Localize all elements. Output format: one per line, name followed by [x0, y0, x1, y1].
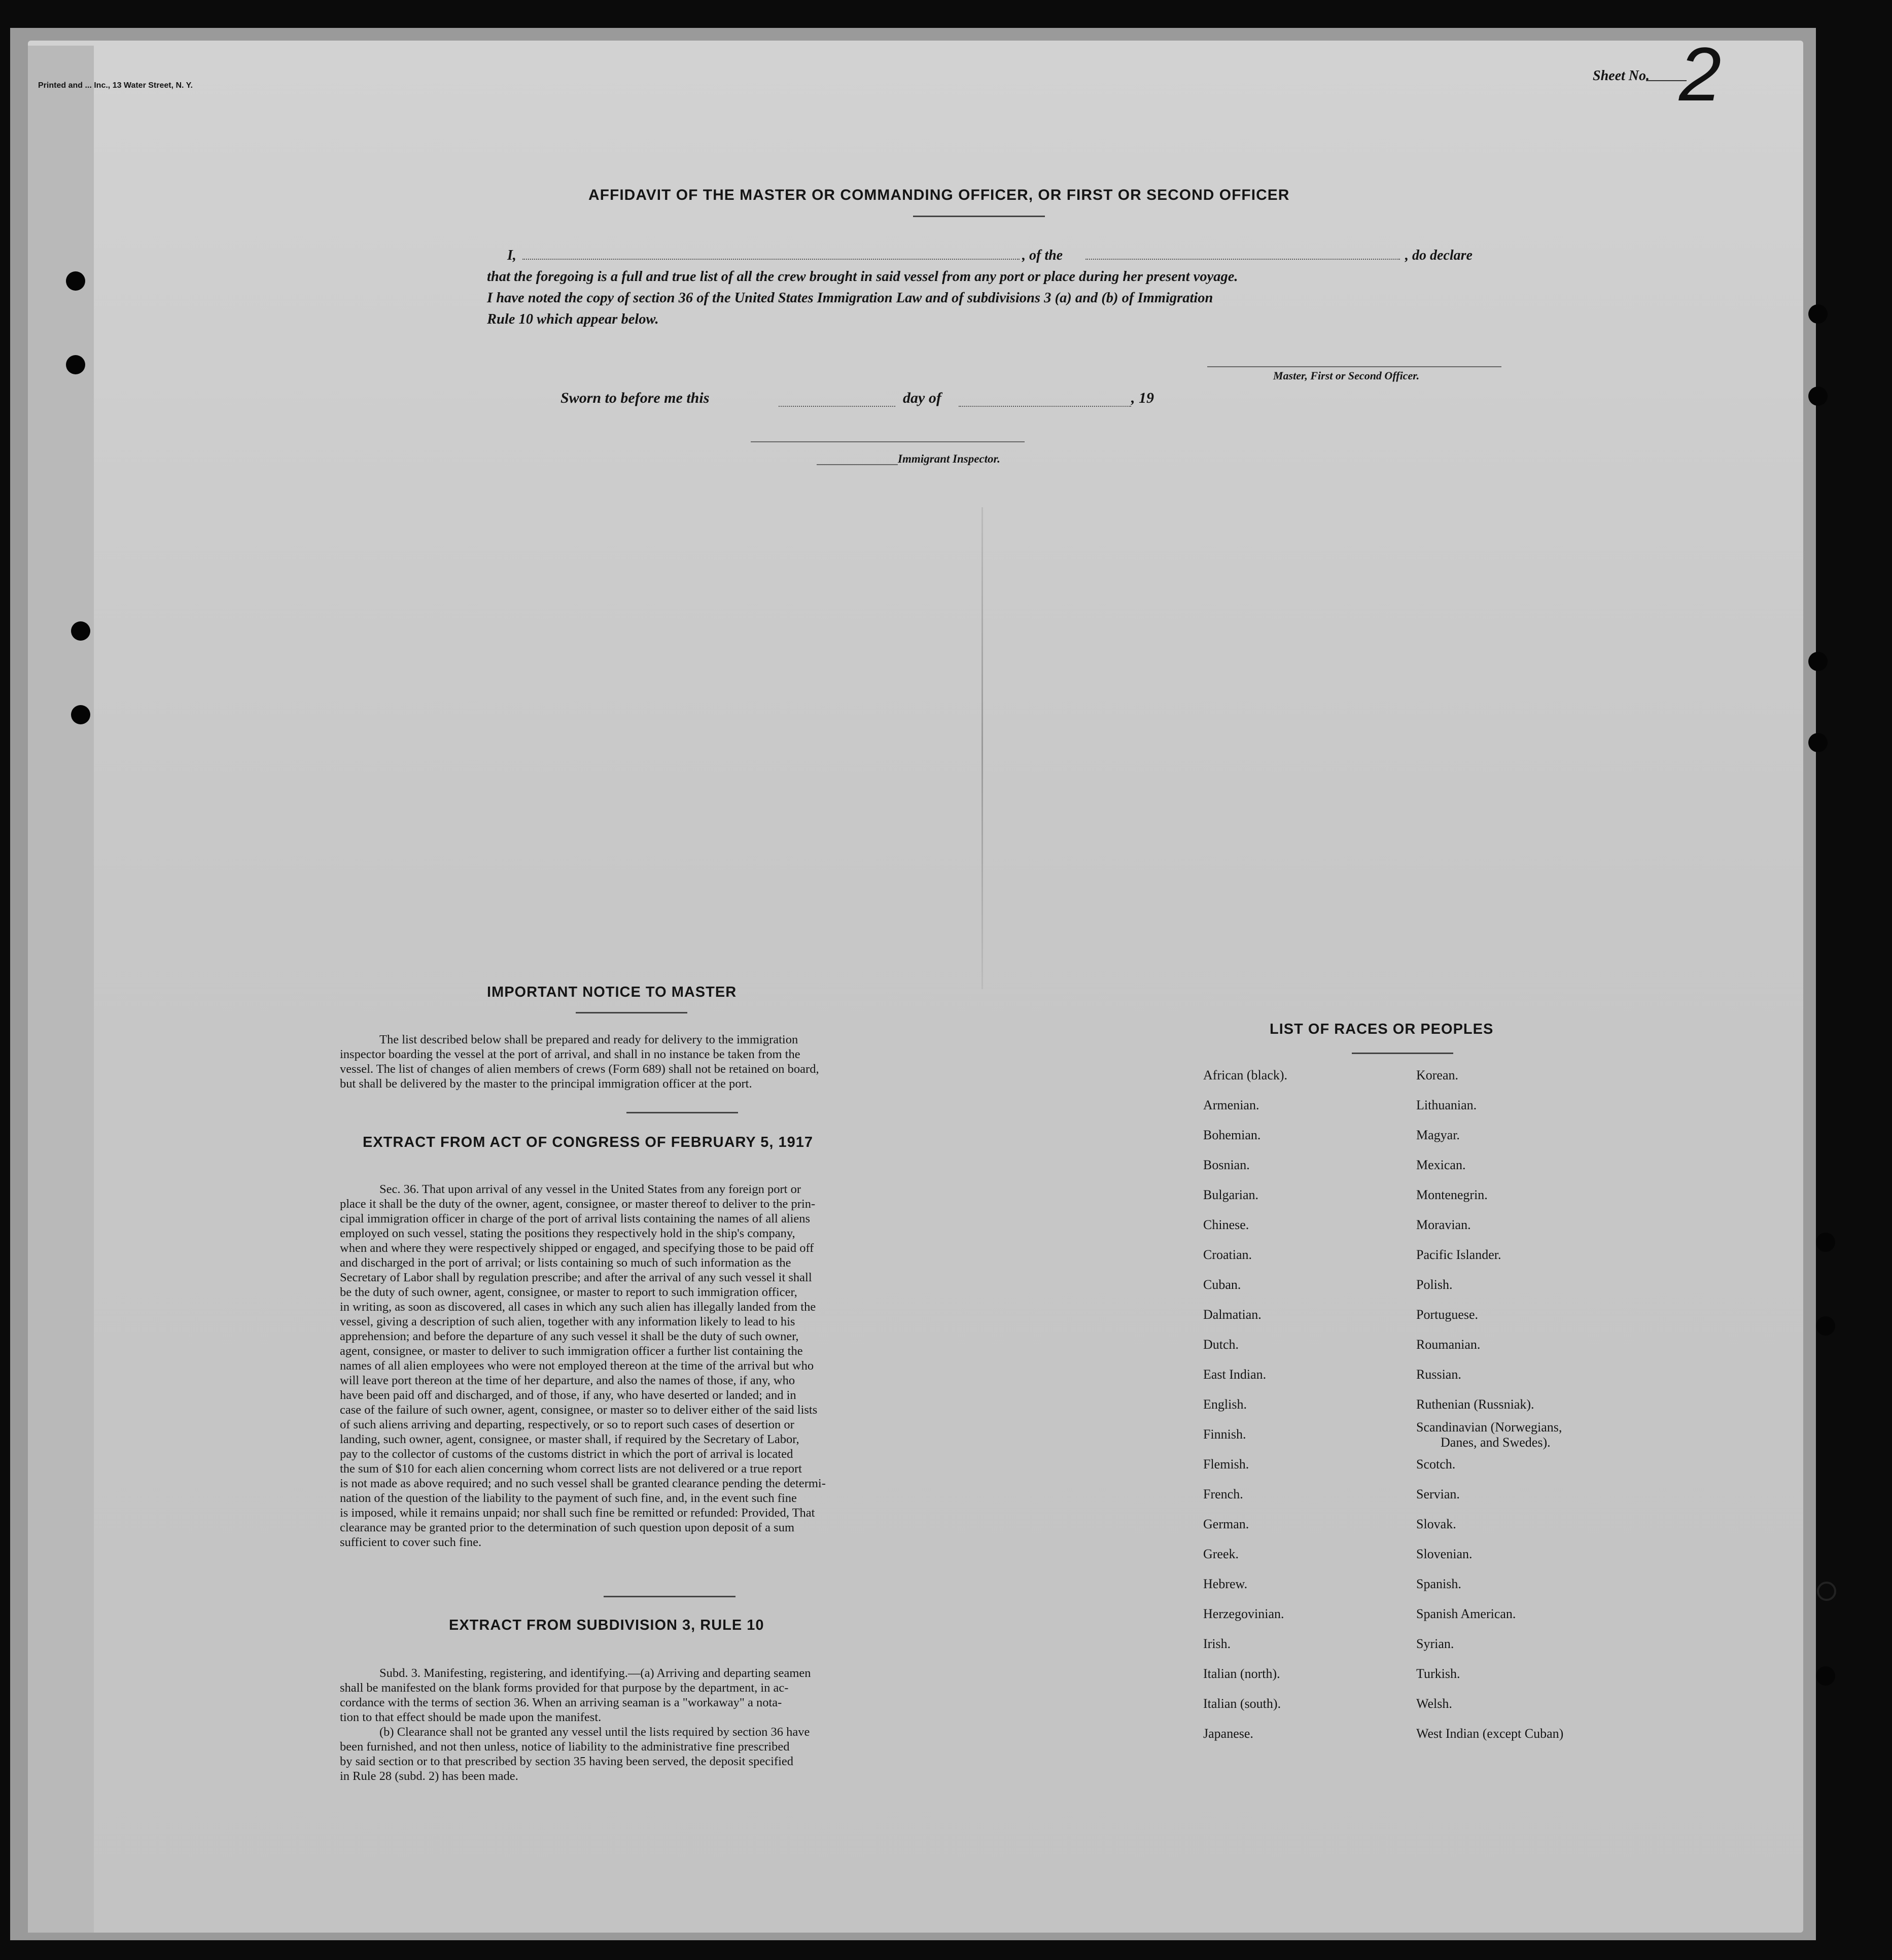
text-line: vessel. The list of changes of alien members of crews (Form 689) shall not be retained on board,	[340, 1062, 819, 1076]
text-line: be the duty of such owner, agent, consignee, or master to report to such immigration officer,	[340, 1285, 797, 1299]
text-line: in writing, as soon as discovered, all cases in which any such alien has illegally landed from the	[340, 1300, 816, 1314]
race-item: West Indian (except Cuban)	[1416, 1726, 1564, 1741]
act-title: EXTRACT FROM ACT OF CONGRESS OF FEBRUARY 5, 1917	[363, 1134, 814, 1150]
race-item: English.	[1203, 1397, 1247, 1412]
notice-body	[340, 1032, 933, 1091]
race-item: Italian (south).	[1203, 1696, 1281, 1711]
race-item: Scandinavian (Norwegians,	[1416, 1420, 1562, 1434]
race-item: Bulgarian.	[1203, 1187, 1259, 1202]
race-item: Mexican.	[1416, 1158, 1466, 1172]
text-line: case of the failure of such owner, agent, consignee, or master so to deliver either of the said lists	[340, 1403, 818, 1417]
race-item: Spanish.	[1416, 1577, 1461, 1591]
sworn-year: , 19	[1131, 390, 1154, 406]
vessel-field[interactable]	[1085, 259, 1400, 260]
text-line: and discharged in the port of arrival; or lists containing so much of such information as the	[340, 1256, 791, 1270]
text-line: tion to that effect should be made upon the manifest.	[340, 1710, 602, 1724]
text-line: Sec. 36. That upon arrival of any vessel in the United States from any foreign port or	[379, 1182, 801, 1196]
race-item: Ruthenian (Russniak).	[1416, 1397, 1534, 1412]
text-line: place it shall be the duty of the owner, agent, consignee, or master thereof to deliver to the prin-	[340, 1197, 816, 1211]
text-line: been furnished, and not then unless, notice of liability to the administrative fine prescribed	[340, 1740, 790, 1754]
affidavit-line-2: that the foregoing is a full and true list of all the crew brought in said vessel from any port or place during her present voyage.	[487, 269, 1238, 285]
text-line: Secretary of Labor shall by regulation prescribe; and after the arrival of any such vessel it shall	[340, 1271, 812, 1284]
rule-title: EXTRACT FROM SUBDIVISION 3, RULE 10	[449, 1617, 764, 1633]
punch-hole	[1808, 652, 1828, 671]
text-line: will leave port thereon at the time of her departure, and also the names of those, if any, who	[340, 1374, 795, 1387]
text-line: agent, consignee, or master to deliver to such immigration officer a further list containing the	[340, 1344, 803, 1358]
race-item: Croatian.	[1203, 1247, 1252, 1262]
punch-hole	[66, 355, 85, 374]
page-edge-strip	[28, 46, 94, 1933]
text-line: clearance may be granted prior to the determination of such question upon deposit of a sum	[340, 1521, 795, 1534]
race-item: Spanish American.	[1416, 1606, 1516, 1621]
notice-separator	[576, 1012, 687, 1013]
text-line: Subd. 3. Manifesting, registering, and identifying.—(a) Arriving and departing seamen	[379, 1666, 811, 1680]
inspector-signature-line[interactable]	[751, 441, 1025, 442]
text-line: cipal immigration officer in charge of the port of arrival lists containing the names of all aliens	[340, 1212, 811, 1226]
punch-hole	[1808, 304, 1828, 324]
race-item: Scotch.	[1416, 1457, 1456, 1472]
punch-hole	[1816, 1666, 1835, 1686]
act-top-separator	[626, 1112, 738, 1113]
text-line: by said section or to that prescribed by section 35 having been served, the deposit specified	[340, 1755, 793, 1768]
race-item: Armenian.	[1203, 1098, 1259, 1112]
text-line: inspector boarding the vessel at the port of arrival, and shall in no instance be taken from the	[340, 1047, 800, 1061]
punch-hole	[1816, 1233, 1835, 1252]
text-line: names of all alien employees who were not employed thereon at the time of the arrival but who	[340, 1359, 814, 1373]
race-item: Slovenian.	[1416, 1547, 1473, 1561]
punch-hole	[1808, 387, 1828, 406]
punch-hole	[66, 271, 85, 291]
race-item: Japanese.	[1203, 1726, 1253, 1741]
text-line: the sum of $10 for each alien concerning whom correct lists are not delivered or a true report	[340, 1462, 802, 1476]
text-line: employed on such vessel, stating the positions they respectively hold in the ship's company,	[340, 1227, 795, 1240]
text-line: pay to the collector of customs of the customs district in which the port of arrival is located	[340, 1447, 793, 1461]
race-item: Bohemian.	[1203, 1128, 1261, 1142]
races-separator	[1352, 1053, 1453, 1054]
text-line: landing, such owner, agent, consignee, or master shall, if required by the Secretary of Labor,	[340, 1432, 799, 1446]
text-line: of such aliens arriving and departing, respectively, or so to report such cases of desertion or	[340, 1418, 794, 1431]
sworn-prefix: Sworn to before me this	[560, 390, 710, 406]
affidavit-do-declare: , do declare	[1405, 248, 1473, 263]
affidavit-title: AFFIDAVIT OF THE MASTER OR COMMANDING OFFICER, OR FIRST OR SECOND OFFICER	[588, 187, 1290, 203]
text-line: vessel, giving a description of such alien, together with any information likely to lead to his	[340, 1315, 795, 1328]
sworn-day-field[interactable]	[779, 406, 895, 407]
fold-crease	[982, 507, 983, 989]
race-item: Flemish.	[1203, 1457, 1249, 1472]
inspector-short-line	[817, 464, 898, 465]
race-item: Syrian.	[1416, 1636, 1454, 1651]
race-item: Bosnian.	[1203, 1158, 1250, 1172]
name-field[interactable]	[522, 259, 1020, 260]
race-item: Herzegovinian.	[1203, 1606, 1284, 1621]
race-item: Russian.	[1416, 1367, 1461, 1382]
punch-hole	[71, 705, 90, 724]
race-item: French.	[1203, 1487, 1243, 1501]
signature-label: Master, First or Second Officer.	[1273, 369, 1420, 382]
punch-hole	[1817, 1582, 1836, 1601]
inspector-label: Immigrant Inspector.	[898, 452, 1000, 465]
sworn-day-of: day of	[903, 390, 941, 406]
punch-hole	[71, 621, 90, 641]
race-item: Magyar.	[1416, 1128, 1460, 1142]
text-line: apprehension; and before the departure of any such vessel it shall be the duty of such owner,	[340, 1329, 799, 1343]
race-item: Lithuanian.	[1416, 1098, 1477, 1112]
race-item: East Indian.	[1203, 1367, 1267, 1382]
text-line: in Rule 28 (subd. 2) has been made.	[340, 1769, 518, 1783]
race-item: Chinese.	[1203, 1217, 1249, 1232]
race-item: Servian.	[1416, 1487, 1460, 1501]
text-line: is imposed, while it remains unpaid; nor shall such fine be remitted or refunded: Provided, That	[340, 1506, 815, 1520]
race-item: Moravian.	[1416, 1217, 1471, 1232]
race-item: Korean.	[1416, 1068, 1459, 1082]
race-item: Pacific Islander.	[1416, 1247, 1501, 1262]
race-item: Hebrew.	[1203, 1577, 1248, 1591]
affidavit-line-4: Rule 10 which appear below.	[487, 311, 659, 327]
race-item: Greek.	[1203, 1547, 1239, 1561]
text-line: but shall be delivered by the master to the principal immigration officer at the port.	[340, 1077, 752, 1091]
race-item: Portuguese.	[1416, 1307, 1479, 1322]
notice-title: IMPORTANT NOTICE TO MASTER	[487, 984, 737, 1000]
printer-line: Printed and ... Inc., 13 Water Street, N. Y.	[38, 81, 193, 90]
title-separator	[913, 216, 1045, 217]
text-line: The list described below shall be prepared and ready for delivery to the immigration	[379, 1033, 798, 1046]
text-line: sufficient to cover such fine.	[340, 1535, 482, 1549]
rule-body	[340, 1666, 933, 1783]
affidavit-i: I,	[507, 248, 516, 263]
document-sheet	[28, 41, 1803, 1933]
race-item: Roumanian.	[1416, 1337, 1481, 1352]
race-item: Dalmatian.	[1203, 1307, 1262, 1322]
race-item-continuation: Danes, and Swedes).	[1441, 1435, 1551, 1450]
race-item: Dutch.	[1203, 1337, 1239, 1352]
race-item: African (black).	[1203, 1068, 1288, 1082]
race-item: Italian (north).	[1203, 1666, 1280, 1681]
race-item: Montenegrin.	[1416, 1187, 1488, 1202]
sworn-month-field[interactable]	[959, 406, 1131, 407]
sheet-number-value: 2	[1679, 31, 1722, 117]
text-line: shall be manifested on the blank forms provided for that purpose by the department, in ac-	[340, 1681, 789, 1695]
race-item: Irish.	[1203, 1636, 1231, 1651]
text-line: is not made as above required; and no such vessel shall be granted clearance pending the determi-	[340, 1477, 826, 1490]
act-body	[340, 1182, 933, 1550]
race-item: Finnish.	[1203, 1427, 1246, 1442]
text-line: nation of the question of the liability to the payment of such fine, and, in the event such fine	[340, 1491, 797, 1505]
race-item: Slovak.	[1416, 1517, 1456, 1531]
rule-top-separator	[604, 1596, 735, 1597]
race-item: Cuban.	[1203, 1277, 1241, 1292]
race-item: German.	[1203, 1517, 1249, 1531]
race-item: Turkish.	[1416, 1666, 1460, 1681]
races-title: LIST OF RACES OR PEOPLES	[1270, 1021, 1494, 1037]
punch-hole	[1816, 1316, 1835, 1336]
text-line: when and where they were respectively shipped or engaged, and specifying those to be paid off	[340, 1241, 814, 1255]
signature-line[interactable]	[1207, 366, 1501, 367]
affidavit-of-the: , of the	[1022, 248, 1063, 263]
punch-hole	[1808, 733, 1828, 752]
text-line: cordance with the terms of section 36. When an arriving seaman is a "workaway" a nota-	[340, 1696, 782, 1709]
sheet-number-label: Sheet No.	[1593, 68, 1650, 84]
text-line: have been paid off and discharged, and of those, if any, who have deserted or landed; and in	[340, 1388, 796, 1402]
text-line: (b) Clearance shall not be granted any vessel until the lists required by section 36 have	[379, 1725, 810, 1739]
affidavit-line-3: I have noted the copy of section 36 of the United States Immigration Law and of subdivisions 3 (a) and (b) of Immigration	[487, 290, 1213, 306]
race-item: Welsh.	[1416, 1696, 1452, 1711]
race-item: Polish.	[1416, 1277, 1453, 1292]
